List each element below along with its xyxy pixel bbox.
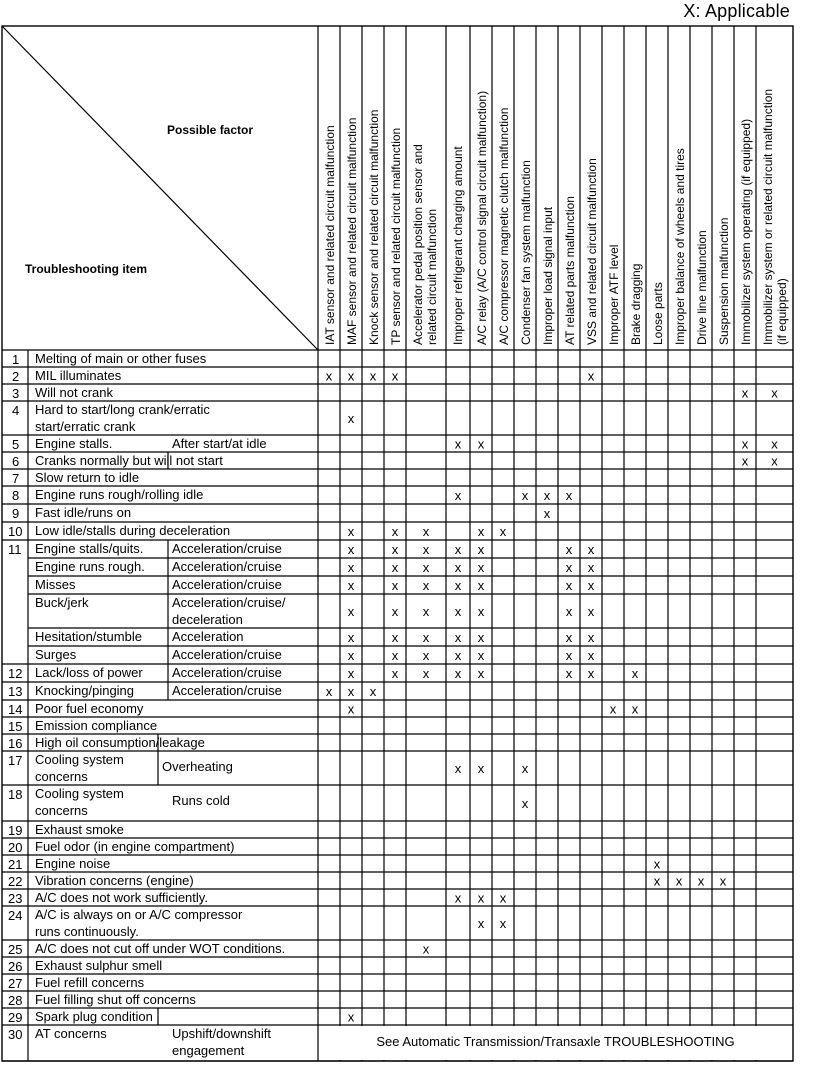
troubleshooting-item-text: runs continuously. <box>35 924 139 939</box>
applicable-mark: x <box>454 761 462 776</box>
condition-text: Acceleration/cruise <box>172 665 282 680</box>
applicable-mark: x <box>741 453 749 469</box>
condition-text: After start/at idle <box>172 436 267 451</box>
applicable-mark: x <box>391 578 399 593</box>
applicable-mark: x <box>454 436 462 452</box>
factor-header-label: AT related parts malfunction <box>563 196 577 345</box>
applicable-mark: x <box>565 666 573 681</box>
applicable-mark: x <box>347 648 355 663</box>
applicable-mark: x <box>422 941 430 957</box>
factor-header-label: A/C relay (A/C control signal circuit malfunction) <box>475 90 489 345</box>
applicable-mark: x <box>369 684 377 699</box>
applicable-mark: x <box>454 648 462 663</box>
troubleshooting-item-text: Exhaust smoke <box>35 822 124 837</box>
row-number: 10 <box>8 524 23 539</box>
applicable-mark: x <box>422 648 430 663</box>
applicable-mark: x <box>454 542 462 557</box>
applicable-mark: x <box>347 701 355 717</box>
troubleshooting-item-text: Low idle/stalls during deceleration <box>35 523 231 538</box>
troubleshooting-item-text: High oil consumption/leakage <box>35 735 205 750</box>
applicable-mark: x <box>391 648 399 663</box>
applicable-mark: x <box>347 630 355 645</box>
corner-diagonal <box>2 26 318 350</box>
applicable-mark: x <box>391 542 399 557</box>
troubleshooting-item-text: A/C does not cut off under WOT conditions. <box>35 941 286 956</box>
row-number: 6 <box>12 454 20 469</box>
applicable-mark: x <box>391 630 399 645</box>
applicable-mark: x <box>347 578 355 593</box>
row-number: 13 <box>8 684 23 699</box>
troubleshooting-item-text: Poor fuel economy <box>35 701 144 716</box>
factor-header-label: (if equipped) <box>775 278 789 345</box>
applicable-mark: x <box>347 604 355 619</box>
condition-text: Acceleration/cruise <box>172 683 282 698</box>
applicable-mark: x <box>477 890 485 906</box>
troubleshooting-item-text: A/C does not work sufficiently. <box>35 890 208 905</box>
applicable-mark: x <box>675 873 683 889</box>
applicable-mark: x <box>653 873 661 889</box>
applicable-mark: x <box>609 701 617 717</box>
row-number: 19 <box>8 823 23 838</box>
applicable-mark: x <box>565 604 573 619</box>
troubleshooting-item-text: Knocking/pinging <box>35 683 135 698</box>
row-number: 18 <box>8 787 23 802</box>
condition-text: deceleration <box>172 612 243 627</box>
applicable-mark: x <box>587 604 595 619</box>
condition-text: Acceleration/cruise <box>172 647 282 662</box>
applicable-mark: x <box>477 666 485 681</box>
row-number: 26 <box>8 959 23 974</box>
applicable-mark: x <box>347 368 355 384</box>
row-number: 4 <box>12 403 20 418</box>
applicable-mark: x <box>499 524 507 539</box>
troubleshooting-item-text: Misses <box>35 577 76 592</box>
troubleshooting-item-text: Engine stalls. <box>35 436 113 451</box>
row-number: 11 <box>8 542 22 557</box>
row-number: 9 <box>12 506 20 521</box>
condition-text: Acceleration/cruise <box>172 577 282 592</box>
applicable-mark: x <box>587 368 595 384</box>
factor-header-label: Knock sensor and related circuit malfunction <box>367 109 381 345</box>
applicable-mark: x <box>565 648 573 663</box>
applicable-mark: x <box>347 524 355 539</box>
applicable-mark: x <box>347 560 355 575</box>
row-number: 25 <box>8 942 23 957</box>
applicable-mark: x <box>587 560 595 575</box>
applicable-mark: x <box>521 761 529 776</box>
applicable-mark: x <box>543 488 551 503</box>
troubleshooting-item-text: concerns <box>35 803 88 818</box>
row-number: 14 <box>8 702 23 717</box>
applicable-mark: x <box>391 666 399 681</box>
applicable-mark: x <box>565 560 573 575</box>
applicable-mark: x <box>771 453 778 469</box>
applicable-mark: x <box>587 578 595 593</box>
applicable-mark: x <box>422 604 430 619</box>
condition-text: Runs cold <box>172 793 230 808</box>
condition-text: engagement <box>172 1043 245 1058</box>
applicable-mark: x <box>741 436 749 452</box>
applicable-mark: x <box>454 890 462 906</box>
row-number: 16 <box>8 736 23 751</box>
applicable-mark: x <box>477 578 485 593</box>
applicable-mark: x <box>631 666 639 681</box>
row-number: 29 <box>8 1010 23 1025</box>
applicable-mark: x <box>422 524 430 539</box>
applicable-mark: x <box>454 630 462 645</box>
row-number: 22 <box>8 874 23 889</box>
factor-header-label: MAF sensor and related circuit malfunction <box>345 117 359 345</box>
troubleshooting-item-text: Engine runs rough/rolling idle <box>35 487 204 502</box>
factor-header-label: Immobilizer system operating (if equipped) <box>739 118 753 345</box>
troubleshooting-item-text: Hesitation/stumble <box>35 629 142 644</box>
applicable-mark: x <box>391 560 399 575</box>
applicable-mark: x <box>347 411 355 426</box>
troubleshooting-item-text: Fuel filling shut off concerns <box>35 992 196 1007</box>
row-number: 15 <box>8 719 23 734</box>
row-number: 23 <box>8 891 23 906</box>
applicable-mark: x <box>521 488 529 503</box>
row-number: 24 <box>8 908 23 923</box>
applicable-mark: x <box>391 524 399 539</box>
applicable-mark: x <box>477 560 485 575</box>
applicable-mark: x <box>391 368 399 384</box>
troubleshooting-item-text: Surges <box>35 647 77 662</box>
troubleshooting-item-text: Fuel refill concerns <box>35 975 145 990</box>
troubleshooting-item-text: Exhaust sulphur smell <box>35 958 163 973</box>
factor-header-label: TP sensor and related circuit malfunction <box>389 127 403 345</box>
row-number: 8 <box>12 488 20 503</box>
row-number: 3 <box>12 386 20 401</box>
troubleshooting-item-text: Engine stalls/quits. <box>35 541 144 556</box>
factor-header-label: Improper balance of wheels and tires <box>673 148 687 345</box>
applicable-mark: x <box>543 506 551 521</box>
applicable-mark: x <box>741 385 749 401</box>
applicable-mark: x <box>477 916 485 931</box>
troubleshooting-item-text: Cooling system <box>35 786 124 801</box>
troubleshooting-item-label: Troubleshooting item <box>25 262 147 276</box>
row-number: 7 <box>12 471 20 486</box>
factor-header-label: Drive line malfunction <box>695 230 709 345</box>
applicable-mark: x <box>422 578 430 593</box>
row-number: 2 <box>12 369 20 384</box>
troubleshooting-item-text: Hard to start/long crank/erratic <box>35 402 210 417</box>
applicable-mark: x <box>587 666 595 681</box>
factor-header-label: VSS and related circuit malfunction <box>585 158 599 345</box>
applicable-mark: x <box>422 666 430 681</box>
condition-text: Upshift/downshift <box>172 1026 271 1041</box>
applicable-mark: x <box>477 761 485 776</box>
applicable-mark: x <box>347 684 355 699</box>
condition-text: Acceleration/cruise <box>172 559 282 574</box>
applicable-mark: x <box>719 873 727 889</box>
row-number: 28 <box>8 993 23 1008</box>
factor-header-label: Brake dragging <box>629 263 643 345</box>
row-number: 30 <box>8 1027 23 1042</box>
condition-text: Acceleration/cruise/ <box>172 595 286 610</box>
factor-header-label: Accelerator pedal position sensor and <box>411 144 425 345</box>
applicable-mark: x <box>325 368 333 384</box>
troubleshooting-item-text: Lack/loss of power <box>35 665 143 680</box>
factor-header-label: Suspension malfunction <box>717 217 731 345</box>
applicable-mark: x <box>653 856 661 872</box>
row-number: 21 <box>8 857 23 872</box>
troubleshooting-item-text: Vibration concerns (engine) <box>35 873 194 888</box>
row-number: 27 <box>8 976 23 991</box>
applicable-mark: x <box>347 666 355 681</box>
factor-header-label: Immobilizer system or related circuit malfunction <box>761 88 775 345</box>
applicable-mark: x <box>587 630 595 645</box>
applicable-mark: x <box>454 488 462 503</box>
applicable-mark: x <box>477 648 485 663</box>
applicable-mark: x <box>477 524 485 539</box>
applicable-mark: x <box>477 436 485 452</box>
troubleshooting-item-text: Spark plug condition <box>35 1009 153 1024</box>
factor-header-label: Improper refrigerant charging amount <box>451 146 465 345</box>
applicable-mark: x <box>499 916 507 931</box>
see-at-troubleshooting-note: See Automatic Transmission/Transaxle TROUBLESHOOTING <box>376 1034 735 1049</box>
troubleshooting-item-text: Fast idle/runs on <box>35 505 132 520</box>
applicable-mark: x <box>454 604 462 619</box>
row-number: 17 <box>8 753 23 768</box>
row-number: 5 <box>12 437 20 452</box>
applicable-mark: x <box>631 701 639 717</box>
troubleshooting-item-text: AT concerns <box>35 1026 107 1041</box>
applicable-mark: x <box>454 560 462 575</box>
troubleshooting-item-text: Will not crank <box>35 385 114 400</box>
factor-header-label: A/C compressor magnetic clutch malfunction <box>497 107 511 345</box>
factor-header-label: Improper ATF level <box>607 244 621 345</box>
row-number: 20 <box>8 840 23 855</box>
factor-header-label: related circuit malfunction <box>425 208 439 345</box>
applicable-mark: x <box>347 542 355 557</box>
troubleshooting-item-text: concerns <box>35 769 88 784</box>
troubleshooting-item-text: MIL illuminates <box>35 368 122 383</box>
applicable-mark: x <box>587 542 595 557</box>
condition-text: Acceleration <box>172 629 244 644</box>
applicable-mark: x <box>422 560 430 575</box>
applicable-mark: x <box>499 890 507 906</box>
applicable-mark: x <box>347 1009 355 1025</box>
condition-text: Acceleration/cruise <box>172 541 282 556</box>
troubleshooting-item-text: Cranks normally but will not start <box>35 453 223 468</box>
possible-factor-label: Possible factor <box>167 123 254 137</box>
troubleshooting-item-text: A/C is always on or A/C compressor <box>35 907 243 922</box>
applicable-mark: x <box>454 666 462 681</box>
factor-header-label: IAT sensor and related circuit malfunction <box>323 125 337 345</box>
applicable-mark: x <box>422 630 430 645</box>
applicable-mark: x <box>587 648 595 663</box>
applicable-mark: x <box>391 604 399 619</box>
applicable-mark: x <box>521 796 529 811</box>
troubleshooting-item-text: Melting of main or other fuses <box>35 351 207 366</box>
applicable-mark: x <box>565 630 573 645</box>
troubleshooting-item-text: Emission compliance <box>35 718 158 733</box>
row-number: 1 <box>12 352 20 367</box>
applicable-mark: x <box>369 368 377 384</box>
troubleshooting-item-text: Cooling system <box>35 752 124 767</box>
applicable-mark: x <box>325 684 333 699</box>
troubleshooting-item-text: Slow return to idle <box>35 470 140 485</box>
applicable-mark: x <box>477 630 485 645</box>
applicable-mark: x <box>771 385 778 401</box>
troubleshooting-item-text: Fuel odor (in engine compartment) <box>35 839 235 854</box>
factor-header-label: Improper load signal input <box>541 206 555 345</box>
applicable-mark: x <box>477 604 485 619</box>
troubleshooting-item-text: Engine noise <box>35 856 111 871</box>
applicable-mark: x <box>697 873 705 889</box>
factor-header-label: Loose parts <box>651 282 665 345</box>
applicable-mark: x <box>771 436 778 452</box>
troubleshooting-item-text: start/erratic crank <box>35 419 136 434</box>
factor-header-label: Condenser fan system malfunction <box>519 160 533 345</box>
applicable-mark: x <box>454 578 462 593</box>
applicable-mark: x <box>565 578 573 593</box>
legend: X: Applicable <box>683 1 790 21</box>
applicable-mark: x <box>565 542 573 557</box>
troubleshooting-item-text: Buck/jerk <box>35 595 89 610</box>
applicable-mark: x <box>477 542 485 557</box>
applicable-mark: x <box>565 488 573 503</box>
applicable-mark: x <box>422 542 430 557</box>
condition-text: Overheating <box>162 759 233 774</box>
row-number: 12 <box>8 666 23 681</box>
troubleshooting-item-text: Engine runs rough. <box>35 559 145 574</box>
